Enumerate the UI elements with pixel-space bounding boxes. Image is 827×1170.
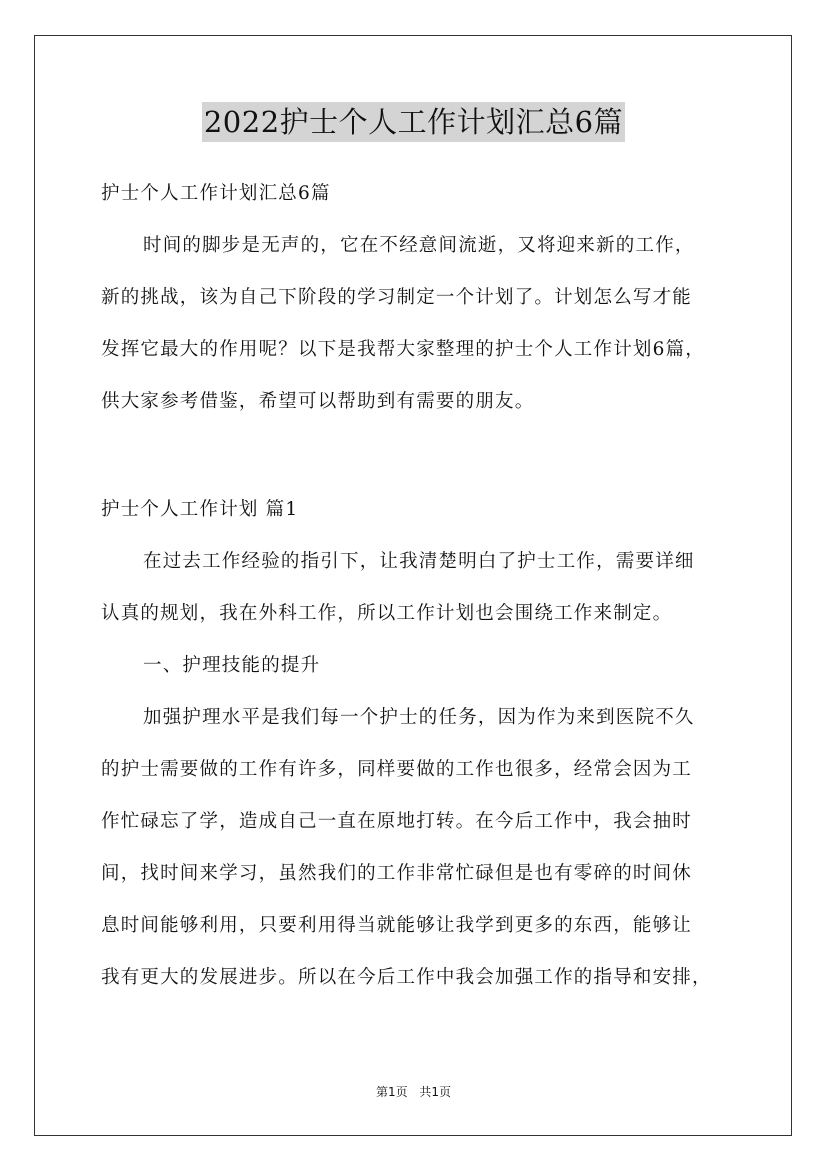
paragraph-line: 的护士需要做的工作有许多，同样要做的工作也很多，经常会因为工 [101, 759, 693, 780]
paragraph-line: 息时间能够利用，只要利用得当就能够让我学到更多的东西，能够让 [101, 915, 693, 936]
paragraph-line: 加强护理水平是我们每一个护士的任务，因为作为来到医院不久 [143, 707, 695, 728]
page-footer [0, 1083, 827, 1100]
document-title: 2022护士个人工作计划汇总6篇 [202, 102, 625, 142]
paragraph-line: 供大家参考借鉴，希望可以帮助到有需要的朋友。 [101, 391, 535, 412]
document-subtitle: 护士个人工作计划汇总6篇 [101, 183, 331, 204]
paragraph-line: 间，找时间来学习，虽然我们的工作非常忙碌但是也有零碎的时间休 [101, 863, 693, 884]
blank-gap [101, 432, 731, 488]
section-heading: 护士个人工作计划 篇1 [101, 499, 299, 520]
paragraph-line: 新的挑战，该为自己下阶段的学习制定一个计划了。计划怎么写才能 [101, 287, 693, 308]
paragraph-line: 发挥它最大的作用呢？以下是我帮大家整理的护士个人工作计划6篇， [101, 339, 705, 360]
section-subheading: 一、护理技能的提升 [143, 655, 321, 676]
paragraph-line: 时间的脚步是无声的，它在不经意间流逝，又将迎来新的工作， [143, 235, 695, 256]
paragraph-line: 在过去工作经验的指引下，让我清楚明白了护士工作，需要详细 [143, 551, 695, 572]
paragraph-line: 我有更大的发展进步。所以在今后工作中我会加强工作的指导和安排， [101, 967, 712, 988]
title-wrap [0, 102, 827, 142]
paragraph-line: 作忙碌忘了学，造成自己一直在原地打转。在今后工作中，我会抽时 [101, 811, 693, 832]
paragraph-line: 认真的规划，我在外科工作，所以工作计划也会围绕工作来制定。 [101, 603, 673, 624]
document-body [101, 172, 731, 1008]
page-number: 第1页 [375, 1085, 408, 1099]
page-total: 共1页 [419, 1085, 452, 1099]
